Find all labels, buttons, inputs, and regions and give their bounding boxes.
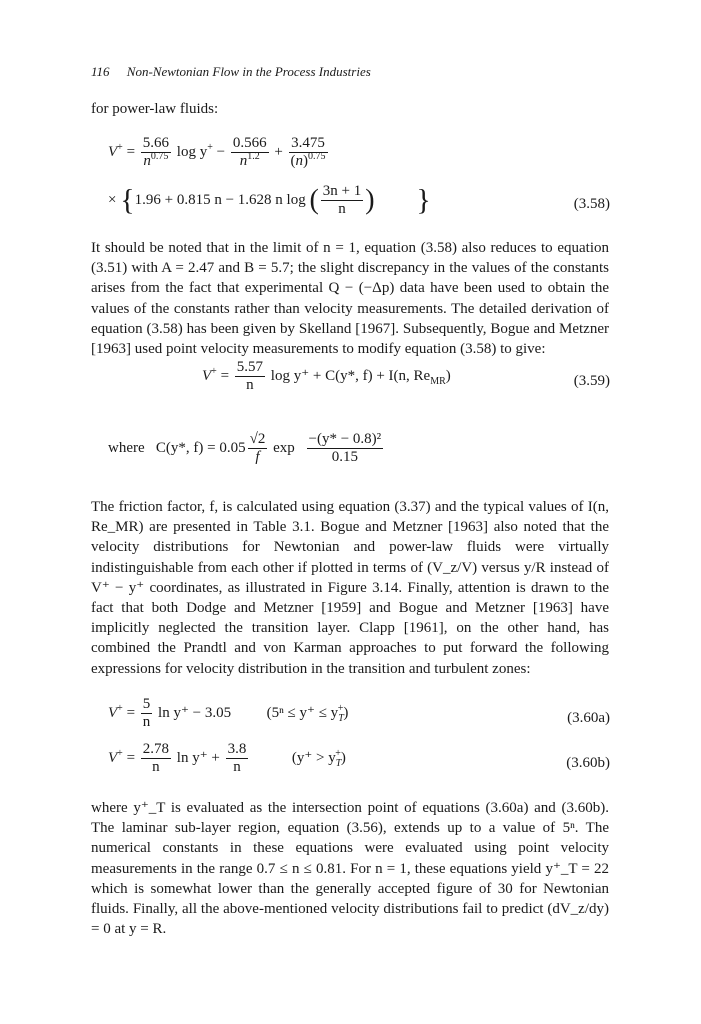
where-f: f [248,448,268,466]
eq-360b-mid: ln y⁺ + [176,749,220,766]
eq-360a-frac [141,696,153,731]
where-sqrt: √2 [249,431,266,447]
where-exp-label: exp [273,439,295,456]
right-paren: ) [365,184,375,216]
equation-number-3-58: (3.58) [573,196,610,212]
eq-360a-c1: 5 [142,696,151,712]
paragraph-3: where y⁺_T is evaluated as the intersection point of equations (3.60a) and (3.60b). The laminar sub-layer region, equation (3.56), extends up to a value of 5ⁿ. The numerical constants in these equations were evaluated using point velocity measurements in the range 0.7 ≤ n ≤ 0.81. For n = 1, these equations yield y⁺_T = 22 which is somewhat lower than the generally accepted figure of 30 for Newtonian fluids. Finally, all the above-mentioned velocity distributions fail to predict (dV_z/dy) = 0 at y = R. [91,800,609,938]
eq-358-inner-frac [321,183,363,218]
eq-358-den-3: $(n)^{0.75}$ [290,151,326,169]
eq-358-c1: 5.66 [142,135,170,151]
paragraph-1: It should be noted that in the limit of n = 1, equation (3.58) also reduces to equation (3.51) with A = 2.47 and B = 5.7; the slight discrepancy in the values of the constants arises from the fact that experimental Q − (−Δp) data have been used to obtain the values of the constants rather than velocity measurements. The detailed derivation of equation (3.58) has been given by Skelland [1967]. Subsequently, Bogue and Metzner [1963] used point velocity measurements to modify equation (3.58) to give: [91,240,609,358]
eq-358-times: × [108,191,117,208]
eq-359-close: ) [445,367,451,384]
where-exp-den: 0.15 [307,448,384,466]
eq-358-den-2: $n^{1.2}$ [231,152,269,170]
equation-3-60b: V+ = $\frac{2.78}{n}$ ln y⁺ + $\frac{3.8}{n}$ $(y^+ > y_T^+)$ [108,741,346,775]
eq-360a-den: n [142,714,151,730]
eq-358-frac-3 [289,135,328,170]
eq-360b-c2: 3.8 [227,741,247,757]
equation-3-58-line-2 [108,183,431,218]
eq-360b-den1: n [141,758,171,776]
eq-359-sub: MR [430,375,446,387]
eq-360a-rest: ln y⁺ − 3.05 [158,704,232,721]
page-number: 116 [91,64,110,79]
eq-359-den: n [235,376,265,394]
eq-358-inner-den: n [321,200,363,218]
intro-line: for power-law fluids: [91,101,219,117]
equation-3-60a: V+ = $\frac{5}{n}$ ln y⁺ − 3.05 $(5^n \le y^+ \le y_T^+)$ [108,696,349,730]
where-sqrt-frac [248,431,268,466]
eq-358-frac-2 [231,135,269,170]
eq-358-lhs: V [108,143,118,160]
eq-360a-cond: (5ⁿ ≤ y⁺ ≤ y [266,704,339,721]
equation-3-58-line-1: V+ = $\frac{5.66}{n^{0.75}}$ log y+ − $\frac{0.566}{n^{1.2}}$ + $\frac{3.475}{(n)^{0.75}}$ [108,135,326,169]
right-brace: } [416,183,431,217]
equation-number-3-60b: (3.60b) [566,755,610,771]
eq-360b-frac-1 [141,741,171,776]
eq-359-frac [235,359,265,394]
eq-360b-frac-2 [226,741,249,776]
equation-number-3-60a: (3.60a) [567,710,610,726]
eq-360b-den2: n [226,758,249,776]
eq-358-frac-1 [141,135,171,170]
left-brace: { [120,183,135,217]
eq-358-inner-num: 3n + 1 [322,183,362,199]
equation-where-c [108,431,385,466]
equation-3-59: V+ = $\frac{5.57}{n}$ log y⁺ + C(y*, f) + I(n, $Re_{MR}$) [202,359,451,393]
equation-number-3-59: (3.59) [573,373,610,389]
eq-360b-cond: (y⁺ > y [291,749,336,766]
eq-358-log-term: log y+ [176,141,213,160]
eq-360b-c1: 2.78 [142,741,170,757]
eq-359-rest: log y⁺ + C(y*, f) + I(n, Re [270,367,431,384]
running-title: Non-Newtonian Flow in the Process Industries [126,64,371,79]
eq-359-c1: 5.57 [236,359,264,375]
eq-358-c3: 3.475 [291,135,325,151]
where-exp-num: −(y* − 0.8)² [308,431,382,447]
where-label: where [108,439,145,456]
paragraph-2: The friction factor, f, is calculated using equation (3.37) and the typical values of I(n, Re_MR) are presented in Table 3.1. Bogue and Metzner [1963] also noted that the velocity distributions for Newtonian and power-law fluids were virtually indistinguishable from each other if plotted in terms of (V_z/V) versus y/R instead of V⁺ − y⁺ coordinates, as illustrated in Figure 3.14. Finally, attention is drawn to the fact that both Dodge and Metzner [1959] and Bogue and Metzner [1963] have implicitly neglected the transition layer. Clapp [1961], on the other hand, has combined the Prandtl and von Karman approaches to put forward the following expressions for velocity distribution in the transition and turbulent zones: [91,499,609,677]
eq-358-den-1: $n^{0.75}$ [141,152,171,170]
running-header [91,64,371,80]
where-exp-frac [307,431,384,466]
where-lhs: C(y*, f) = 0.05 [155,439,246,456]
left-paren: ( [309,184,319,216]
eq-358-bracket-terms: 1.96 + 0.815 n − 1.628 n log [134,191,306,208]
eq-358-c2: 0.566 [232,135,267,151]
